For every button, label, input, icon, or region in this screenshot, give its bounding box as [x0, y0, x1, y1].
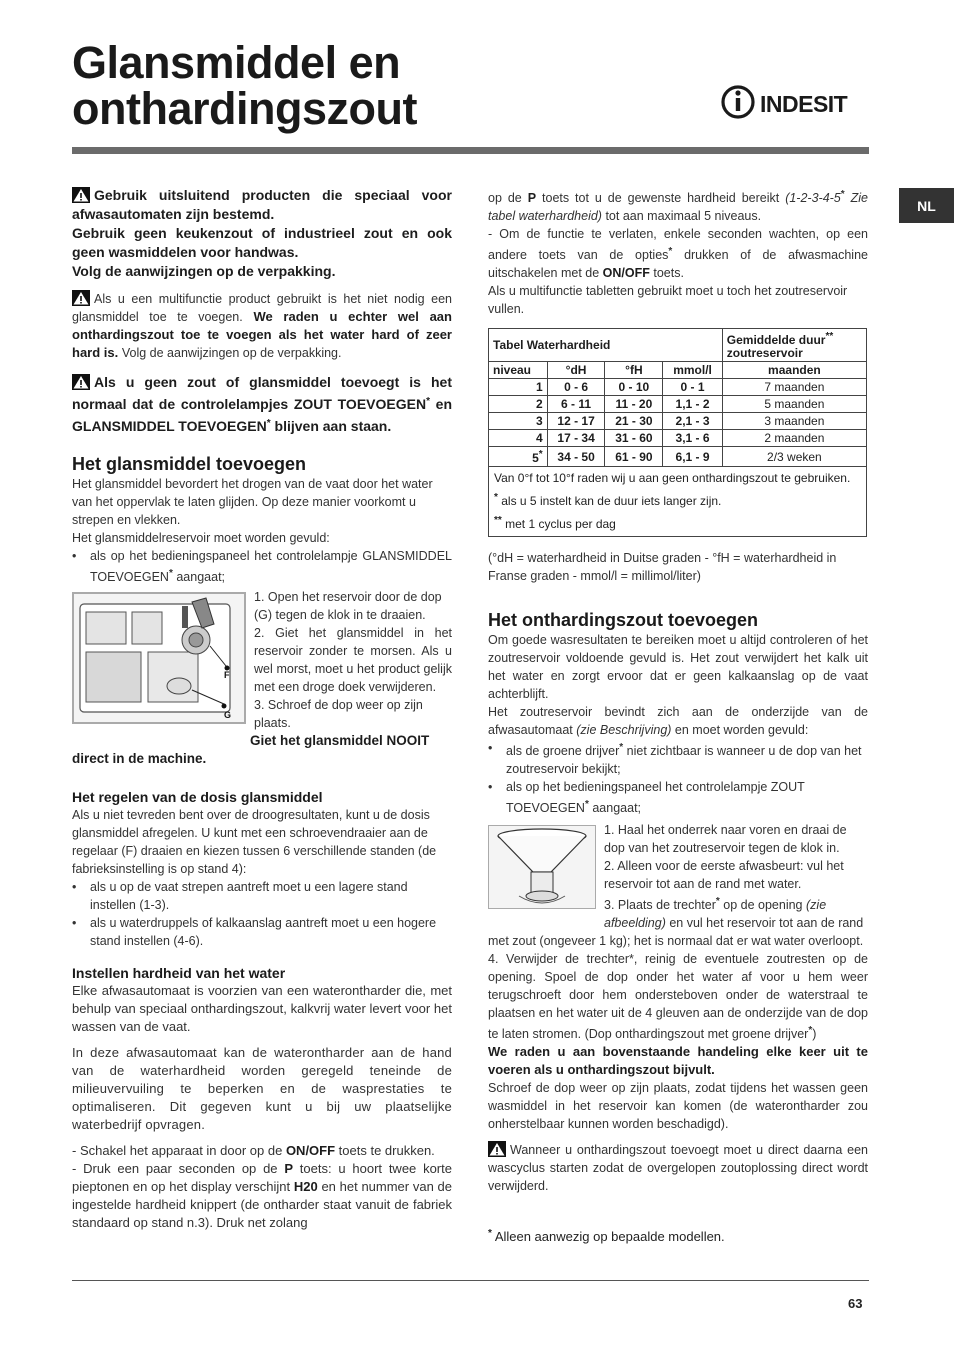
onoff-key-label-2: ON/OFF — [602, 266, 650, 280]
brand-logo — [720, 84, 870, 124]
salt-bullet-1: • als de groene drijver* niet zichtbaar is wanneer u de dop van het zoutreservoir bekijkt; — [488, 739, 868, 778]
multifunction-note: Als u multifunctie tabletten gebruikt moet u toch het zoutreservoir vullen. — [488, 284, 848, 316]
cell-dh: 6 - 11 — [547, 396, 605, 413]
rinse-step-3: 3. Schroef de dop weer op zijn plaats. — [254, 698, 423, 730]
table-note-3: ** met 1 cyclus per dag — [494, 515, 616, 531]
table-note-2: * als u 5 instelt kan de duur iets langer zijn. — [494, 492, 722, 508]
funnel-figure — [488, 825, 596, 909]
language-tab[interactable]: NL — [899, 188, 954, 223]
warning-follow: Volg de aanwijzingen op de verpakking. — [72, 263, 336, 279]
salt-p1: Om goede wasresultaten te bereiken moet u altijd controleren of het zoutreservoir voldoende gevuld is. Het zout verwijdert het kalk uit het water en zorgt ervoor dat er geen kalkaanslag op de vaat achterblijft. — [488, 633, 868, 701]
onoff-key-label: ON/OFF — [285, 1143, 336, 1158]
rinse-intro: Het glansmiddel bevordert het drogen van de vaat door het water van het oppervlak te laten glijden. Op deze manier voorkomt u strepen en vlekken. — [72, 477, 433, 527]
cell-level: 2 — [489, 396, 548, 413]
hardness-p1: Elke afwasautomaat is voorzien van een waterontharder die, met behulp van speciaal onthardingszout, kalkvrij water levert voor het wassen van de vaat. — [72, 983, 452, 1034]
salt-s4-a: 4. Verwijder de trechter*, reinig de eventuele zoutresten op de opening. Spoel de dop onder het water af voor u hem weer terugschroeft door hem ondersteboven onder de waterstraal te plaatsen en het water uit de 4 gleuven aan de onderzijde van de dop te laten stromen. (Dop onthardingszout met groene drijver — [488, 952, 868, 1041]
table-row — [489, 379, 867, 396]
cell-fh: 0 - 10 — [605, 379, 663, 396]
exit-b: drukken of de afwasmachine uitschakelen met de — [488, 248, 868, 280]
hardness-p3-a: - Schakel het apparaat in door op de — [72, 1143, 283, 1158]
table-row — [489, 396, 867, 413]
warning-lamps-c: blijven aan staan. — [274, 418, 392, 434]
header-rule — [72, 147, 869, 154]
salt-warning — [488, 1141, 868, 1195]
hardness-continued: op de P toets tot u de gewenste hardheid bereikt (1-2-3-4-5* Zie tabel waterhardheid) tot aan maximaal 5 niveaus. — [488, 189, 868, 223]
salt-p2 — [488, 703, 868, 739]
col-header-fh: °fH — [605, 362, 663, 379]
exit-d: toets. — [653, 266, 684, 280]
footnote-text: Alleen aanwezig op bepaalde modellen. — [494, 1229, 725, 1244]
cell-fh: 61 - 90 — [605, 447, 663, 467]
cell-mmol: 2,1 - 3 — [663, 413, 722, 430]
cell-dh: 0 - 6 — [547, 379, 605, 396]
hardness-heading: Instellen hardheid van het water — [72, 965, 286, 981]
rinse-bullet-end: aangaat; — [176, 570, 226, 584]
duration-header-a: Gemiddelde duur — [726, 333, 826, 347]
dose-paragraph: Als u niet tevreden bent over de droogresultaten, kunt u de dosis glansmiddel afregelen. U kunt met een schroevendraaier aan de regelaar (F) draaien en kiezen tussen 6 verschillende standen (de fabrieksinstelling is op stand 4): — [72, 808, 437, 876]
cell-level: 4 — [489, 430, 548, 447]
cell-fh: 11 - 20 — [605, 396, 663, 413]
table-duration-header: Gemiddelde duur** zoutreservoir — [722, 329, 866, 362]
rinse-never: Giet het glansmiddel NOOIT direct in de machine. — [72, 733, 430, 766]
cell-dh: 12 - 17 — [547, 413, 605, 430]
warning-multifunction-a: Als u een multifunctie product gebruikt is het niet nodig een glansmiddel toe te voegen. — [72, 292, 452, 324]
col-header-dh: °dH — [547, 362, 605, 379]
cell-mmol: 3,1 - 6 — [663, 430, 722, 447]
water-hardness-table — [488, 328, 867, 537]
salt-step-4: 4. Verwijder de trechter*, reinig de eventuele zoutresten op de opening. Spoel de dop onder het water af voor u hem weer terugschroeft door hem ondersteboven onder de waterstraal te plaatsen en het water uit de 4 gleuven aan de onderzijde van de dop te laten stromen. (Dop onthardingszout met groene drijver*) — [488, 952, 868, 1041]
cont-a: op de — [488, 191, 522, 205]
salt-heading: Het onthardingszout toevoegen — [488, 610, 758, 630]
warning-products-line1: Gebruik uitsluitend producten die speciaal voor afwasautomaten zijn bestemd. — [72, 187, 452, 222]
cell-mmol: 1,1 - 2 — [663, 396, 722, 413]
hardness-exit: - Om de functie te verlaten, enkele seconden wachten, op een andere toets van de opties* drukken of de afwasmachine uitschakelen met de ON/OFF toets. — [488, 227, 868, 280]
rinse-step-2: 2. Giet het glansmiddel in het reservoir zonder te morsen. Als u wel morst, moet u het product gelijk met een droge doek verwijderen. — [254, 626, 452, 694]
table-note-3-text: met 1 cyclus per dag — [505, 517, 616, 531]
rinse-fill: Het glansmiddelreservoir moet worden gevuld: — [72, 531, 330, 545]
right-column — [488, 186, 868, 1195]
warning-lamps: Als u geen zout of glansmiddel toevoegt is het normaal dat de controlelampjes ZOUT TOEVOEGEN* en GLANSMIDDEL TOEVOEGEN* blijven aan staan. — [72, 374, 453, 434]
rinse-bullet-text: als op het bedieningspaneel het controlelampje GLANSMIDDEL TOEVOEGEN — [90, 549, 452, 584]
cont-c: toets tot u de gewenste hardheid bereikt — [542, 191, 780, 205]
salt-s4-b: ) — [812, 1027, 817, 1041]
col-header-months: maanden — [722, 362, 866, 379]
footnote: * Alleen aanwezig op bepaalde modellen. — [488, 1228, 725, 1244]
page-number: 63 — [848, 1296, 863, 1311]
p-key-label: P — [284, 1161, 293, 1176]
warning-multifunction-c: Volg de aanwijzingen op de verpakking. — [121, 346, 342, 360]
rinse-steps-block — [72, 588, 452, 768]
page-title-line1: Glansmiddel en — [72, 37, 401, 88]
cell-months: 3 maanden — [722, 413, 866, 430]
salt-step-3: 3. Plaats de trechter* op de opening (zie afbeelding) en vul het reservoir tot aan de rand met zout (ongeveer 1 kg); het is normaal dat er wat water overloopt. — [488, 896, 864, 948]
salt-bullet-2: • als op het bedieningspaneel het controlelampje ZOUT TOEVOEGEN* aangaat; — [488, 778, 868, 817]
salt-step-1: 1. Haal het onderrek naar voren en draai de dop van het zoutreservoir tegen de klok in. — [604, 823, 847, 855]
salt-s3-d: en vul het reservoir tot aan de rand met zout (ongeveer 1 kg); het is normaal dat er wat water overloopt. — [488, 916, 864, 948]
page-title — [72, 37, 417, 134]
dose-bullet-1: • als u op de vaat strepen aantreft moet u een lagere stand instellen (1-3). — [72, 878, 452, 914]
hardness-p4 — [72, 1160, 452, 1232]
salt-p2-a: Het zoutreservoir bevindt zich aan de onderzijde van de afwasautomaat — [488, 705, 868, 737]
svg-text:G: G — [224, 710, 232, 720]
rinse-step-1: 1. Open het reservoir door de dop (G) tegen de klok in te draaien. — [254, 590, 442, 622]
cell-fh: 31 - 60 — [605, 430, 663, 447]
left-column — [72, 186, 452, 1232]
warning-multifunction-b: We raden u echter wel aan onthardingszout toe te voegen als het water hard of zeer hard is. — [72, 309, 452, 360]
table-notes — [489, 467, 867, 537]
cell-mmol: 6,1 - 9 — [663, 447, 722, 467]
salt-steps-block — [488, 821, 868, 950]
rinse-aid-figure — [72, 592, 246, 724]
cell-dh: 17 - 34 — [547, 430, 605, 447]
salt-step-2: 2. Alleen voor de eerste afwasbeurt: vul het reservoir tot aan de rand met water. — [604, 859, 844, 891]
cell-level: 1 — [489, 379, 548, 396]
salt-b2-a: als op het bedieningspaneel het controlelampje ZOUT TOEVOEGEN — [506, 780, 805, 815]
hardness-p4-e: en het nummer van de ingestelde hardheid knippert (de ontharder staat vanuit de fabriek standaard op stand n.3). Druk net zolang — [72, 1179, 452, 1230]
brand-name: INDESIT — [760, 91, 848, 117]
table-note-2-text: als u 5 instelt kan de duur iets langer zijn. — [501, 494, 722, 508]
table-title: Tabel Waterhardheid — [489, 329, 723, 362]
hardness-p4-a: - Druk een paar seconden op de — [72, 1161, 278, 1176]
salt-warning-text: Wanneer u onthardingszout toevoegt moet u direct daarna een wascyclus starten zodat de overgelopen zoutoplossing direct wordt verwijderd. — [488, 1143, 868, 1193]
hardness-legend: (°dH = waterhardheid in Duitse graden - °fH = waterhardheid in Franse graden - mmol/l = millimol/liter) — [488, 551, 837, 583]
salt-b2-b: aangaat; — [592, 801, 642, 815]
hardness-p2: In deze afwasautomaat kan de waterontharder aan de hand van de waterhardheid worden geregeld teneinde de milieuvervuiling te beperken en de wasprestaties te optimaliseren. Dit gegeven kunt u bij uw plaatselijke waterbedrijf opvragen. — [72, 1045, 452, 1132]
table-row — [489, 447, 867, 467]
cont-e: Zie tabel waterhardheid) — [488, 191, 868, 223]
warning-products — [72, 186, 452, 224]
cell-level-value: 5 — [532, 451, 539, 465]
salt-recommendation: We raden u aan bovenstaande handeling elke keer uit te voeren als u onthardingszout bijvult. — [488, 1044, 868, 1077]
warning-no-salt: Gebruik geen keukenzout of industrieel zout en ook geen wasmiddelen voor handwas. — [72, 225, 452, 260]
salt-p3: Schroef de dop weer op zijn plaats, zodat tijdens het wassen geen wasmiddel in het reservoir kan komen (de waterontharder zou onherstelbaar kunnen worden beschadigd). — [488, 1081, 868, 1131]
salt-p2-c: en moet worden gevuld: — [674, 723, 809, 737]
dose-bullet-2: • als u waterdruppels of kalkaanslag aantreft moet u een hogere stand instellen (4-6). — [72, 914, 452, 950]
warning-icon — [72, 187, 90, 203]
table-row — [489, 430, 867, 447]
footer-rule — [72, 1280, 869, 1281]
rinse-aid-dispenser-icon — [74, 594, 244, 722]
salt-s3-b: op de opening — [723, 898, 803, 912]
hardness-p3-c: toets te drukken. — [338, 1143, 435, 1158]
page-title-line2: onthardingszout — [72, 83, 417, 134]
rinse-bullet: • als op het bedieningspaneel het controlelampje GLANSMIDDEL TOEVOEGEN* aangaat; — [72, 547, 452, 586]
duration-header-b: zoutreservoir — [726, 346, 803, 360]
warning-icon — [488, 1141, 506, 1157]
salt-b1-b: niet zichtbaar is wanneer u de dop van het zoutreservoir bekijkt; — [506, 744, 862, 776]
warning-icon — [72, 374, 90, 390]
col-header-level: niveau — [489, 362, 548, 379]
warning-lamps-b: en GLANSMIDDEL TOEVOEGEN — [72, 396, 453, 434]
cont-f: tot aan maximaal 5 niveaus. — [605, 209, 762, 223]
svg-text:F: F — [224, 670, 230, 680]
cell-fh: 21 - 30 — [605, 413, 663, 430]
cell-months: 5 maanden — [722, 396, 866, 413]
exit-a: - Om de functie te verlaten, enkele seconden wachten, op een andere toets van de opties — [488, 227, 868, 262]
table-header-row — [489, 329, 867, 362]
cell-months: 2/3 weken — [722, 447, 866, 467]
table-column-headers — [489, 362, 867, 379]
cell-dh: 34 - 50 — [547, 447, 605, 467]
p-key-label-2: P — [527, 191, 537, 205]
salt-s3-c: (zie afbeelding) — [604, 898, 827, 930]
hardness-p3 — [72, 1142, 452, 1160]
h20-display-label: H20 — [293, 1179, 318, 1194]
salt-funnel-icon — [489, 826, 595, 908]
col-header-mmol: mmol/l — [663, 362, 722, 379]
table-note-1: Van 0°f tot 10°f raden wij u aan geen onthardingszout te gebruiken. — [494, 471, 851, 485]
cell-months: 2 maanden — [722, 430, 866, 447]
hardness-p4-c: toets: u hoort twee korte pieptonen en op het display verschijnt — [72, 1161, 452, 1194]
salt-s3-a: 3. Plaats de trechter — [604, 898, 716, 912]
cell-mmol: 0 - 1 — [663, 379, 722, 396]
table-row — [489, 413, 867, 430]
rinse-heading: Het glansmiddel toevoegen — [72, 454, 307, 474]
cell-months: 7 maanden — [722, 379, 866, 396]
cell-level: 5* — [489, 447, 548, 467]
warning-lamps-a: Als u geen zout of glansmiddel toevoegt is het normaal dat de controlelampjes ZOUT TOEVOEGEN — [72, 374, 452, 412]
indesit-logo-icon — [720, 84, 870, 124]
warning-icon — [72, 290, 90, 306]
cell-level: 3 — [489, 413, 548, 430]
dose-heading: Het regelen van de dosis glansmiddel — [72, 789, 323, 805]
cont-d: (1-2-3-4-5 — [785, 191, 841, 205]
salt-p2-b: (zie Beschrijving) — [576, 723, 672, 737]
salt-b1-a: als de groene drijver — [506, 744, 620, 758]
warning-multifunction — [72, 290, 452, 362]
table-notes-row — [489, 467, 867, 537]
